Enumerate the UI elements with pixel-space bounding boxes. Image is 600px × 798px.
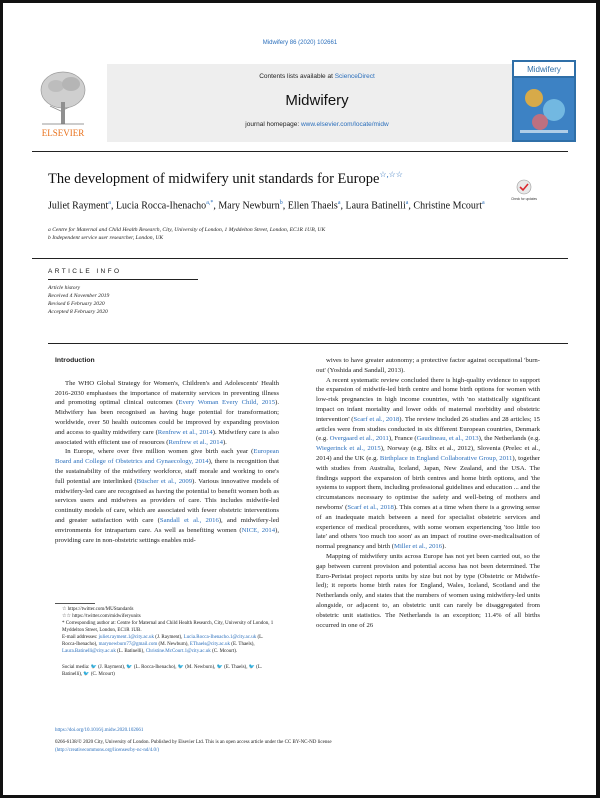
citation-link[interactable]: Birthplace in England Collaborative Group, 2011 — [379, 454, 513, 462]
citation-link[interactable]: Renfrew et al., 2014 — [168, 438, 223, 446]
author-affiliation-mark[interactable]: a — [337, 200, 341, 206]
left-paragraphs — [55, 379, 279, 546]
elsevier-tree-logo[interactable] — [32, 62, 94, 140]
author-affiliation-mark[interactable]: b — [279, 200, 283, 206]
history-accepted: Accepted 8 February 2020 — [48, 309, 108, 315]
header-rule — [32, 151, 568, 152]
text-run: ). This comes at a time when there is a growing sense of an inadequate match between a need for specialist obstetric services and experience of medical procedures, with some women experiencing 'too little too late' and others 'too much too soon' as an impact of routine over-medicalisation of normal pregnancy and birth ( — [316, 503, 540, 551]
email-link[interactable]: Christine.McCourt.1@city.ac.uk — [145, 648, 211, 654]
body-paragraph — [55, 379, 279, 448]
footnote-text: (J. Rayment), — [154, 635, 184, 640]
text-run: ), together with studies from Australia, Iceland, Japan, New Zealand, and the USA. The findings support the expansion of birth centres and home birth options, and 'the systems to support them, including professional guidelines and education ... and the circumstances necessary to optimise the safety and well-being of mothers and newborns' ( — [316, 454, 540, 511]
citation-link[interactable]: Sandall et al., 2016 — [159, 516, 219, 524]
affiliation-a: a Centre for Maternal and Child Health Research, City, University of London, 1 Myddelton Street, London, EC1R 1UB, UK — [48, 227, 326, 233]
text-run: ), there is recognition that the sustainability of the midwifery workforce, staff morale and working to one's full potential are interlinked ( — [55, 458, 279, 485]
journal-banner — [32, 62, 580, 146]
copyright-line: 0266-6138/© 2020 City, University of London. Published by Elsevier Ltd. This is an open access article under the CC BY-NC-ND license — [55, 740, 332, 745]
journal-info-box — [107, 64, 527, 142]
citation-link[interactable]: Renfrew et al., 2014 — [157, 428, 213, 436]
affiliation-b: b Independent service user researcher, London, UK — [48, 235, 164, 241]
body-paragraph — [316, 356, 540, 376]
footnote-text: (C. Mcourt). — [210, 648, 238, 654]
text-run: In Europe, where over five million women give birth each year ( — [65, 448, 254, 456]
body-paragraph — [316, 376, 540, 552]
author-name[interactable]: Juliet Rayment — [48, 200, 109, 212]
text-run: The WHO Global Strategy for Women's, Children's and Adolescents' Health 2016-2030 emphasises the importance of maternity services in preventing illness and promoting optimal clinical outcomes ( — [55, 379, 279, 407]
body-paragraph — [316, 552, 540, 630]
author-list: Juliet Rayment$^a$, Lucia Rocca-Ihenacho$^{a,*}$, Mary Newburn$^b$, Ellen Thaels$^a$, Laura Batinelli$^a$, Christine Mcourt$^a$ — [48, 200, 485, 212]
contents-line: Contents lists available at ScienceDirect — [259, 73, 375, 80]
license-link[interactable]: (http://creativecommons.org/licenses/by-nc-nd/4.0/) — [55, 748, 160, 753]
svg-text:Check for updates: Check for updates — [511, 197, 537, 201]
text-run: ). The review included 26 studies and 28 articles; 15 articles were from studies conducted in six different European countries, Denmark (e.g. — [316, 415, 541, 443]
footnote-text: (L. Batinelli), — [115, 648, 146, 654]
footnote — [62, 614, 274, 621]
footnote-text: (L. Rocca-Ihenacho), — [62, 635, 264, 647]
text-run: ). Midwifery care is also associated with efficient use of resources ( — [55, 428, 279, 446]
footnote-text: Social media: 🐦 (J. Rayment), 🐦 (L. Rocca-Ihenacho), 🐦 (M. Newburn), 🐦 (E. Thaels), 🐦 (L. Batinelli), 🐦 (C. Mcourt) — [62, 665, 263, 677]
section-heading-introduction: Introduction — [55, 357, 95, 364]
citation-link[interactable]: Scarf et al., 2018 — [347, 503, 394, 511]
homepage-link[interactable]: www.elsevier.com/locate/midw — [300, 121, 389, 128]
footnote-rule — [55, 603, 95, 604]
text-run: ), the Netherlands (e.g. — [478, 435, 540, 443]
email-link[interactable]: Laura.Batinelli@city.ac.uk — [62, 648, 116, 654]
citation-link[interactable]: Büscher et al., 2009 — [136, 477, 193, 485]
text-run: ), and midwifery-led environments for intrapartum care. As well as benefiting women ( — [55, 516, 280, 534]
footnote — [62, 665, 274, 679]
article-info-rule — [32, 258, 568, 259]
journal-reference[interactable]: Midwifery 86 (2020) 102661 — [262, 40, 338, 46]
cover-title: Midwifery — [527, 65, 561, 74]
journal-homepage: journal homepage: www.elsevier.com/locate/midw — [245, 121, 389, 128]
author-affiliation-mark[interactable]: a,* — [206, 200, 214, 206]
sciencedirect-link[interactable]: ScienceDirect — [334, 73, 375, 80]
text-run: A recent systematic review concluded there is high-quality evidence to support the expansion of midwife-led birth centre and home birth options for women with low-risk pregnancies in high income countries, with 'no statistically significant impact on infant mortality and lower odds of maternal morbidity and obstetric intervention' ( — [316, 376, 540, 423]
article-title: The development of midwifery unit standards for Europe☆,☆☆ — [48, 170, 403, 187]
citation-link[interactable]: Overgaard et al., 2011 — [329, 435, 389, 443]
author-affiliation-mark[interactable]: a — [108, 200, 111, 206]
journal-title: Midwifery — [285, 92, 349, 109]
journal-cover-thumbnail[interactable] — [512, 60, 576, 142]
footnote — [62, 607, 274, 614]
article-info-subrule — [48, 279, 198, 280]
article-info-heading: ARTICLE INFO — [48, 268, 122, 275]
body-column-left — [55, 356, 279, 545]
author-name[interactable]: Laura Batinelli — [345, 200, 406, 212]
text-run: ). Various innovative models of midwifery-led care are recognised as having the potential to benefit women both as services users and midwives as providers of care. This includes midwife-led continuity models of care, which are associated with fewer obstetric interventions and greater satisfaction with care ( — [55, 477, 279, 524]
citation-link[interactable]: Scarf et al., 2018 — [353, 415, 400, 423]
citation-link[interactable]: Miller et al., 2016 — [394, 543, 443, 551]
history-revised: Revised 6 February 2020 — [48, 301, 105, 307]
citation-link[interactable]: Gaudineau, et al., 2013 — [416, 435, 479, 443]
citation-link[interactable]: Every Woman Every Child, 2015 — [178, 399, 276, 407]
text-run: ). Midwifery has been recognised as having huge potential for transformation; worldwide, over 50 health outcomes could be improved by expanding provision and access to quality midwifery care ( — [55, 399, 279, 436]
text-run: ). — [222, 438, 227, 446]
affiliations — [48, 226, 548, 242]
footnote-text: (E. Thaels), — [230, 641, 255, 647]
doi-link[interactable]: https://doi.org/10.1016/j.midw.2020.102661 — [55, 728, 144, 733]
right-paragraphs — [316, 356, 540, 630]
email-link[interactable]: juliet.rayment.1@city.ac.uk — [98, 635, 155, 640]
author-name[interactable]: Lucia Rocca-Ihenacho — [115, 200, 207, 212]
footnote — [62, 635, 274, 655]
text-run: ), providing care in non-obstetric settings enables mid- — [55, 526, 280, 544]
author-name[interactable]: Ellen Thaels — [287, 200, 338, 212]
email-link[interactable]: EThaels@city.ac.uk — [189, 641, 231, 647]
body-column-right — [316, 356, 540, 630]
text-run: Mapping of midwifery units across Europe has not yet been carried out, so the gap between current provision and potential access has not been determined. The Euro-Peristat project reports units by size but not by type (Obstetric or Midwife-led); it reports home birth rates for England, Wales, Iceland, Scotland and the Netherlands only, and states that the numbers of women using midwifery-led units alongside, or adjacent to, an obstetric unit can rarely be disaggregated from obstetric unit statistics. The Netherlands is an exception; 11.4% of all births occurred in one of 26 — [316, 552, 540, 629]
article-history — [48, 284, 109, 316]
text-run: ), France ( — [388, 435, 417, 443]
citation-link[interactable]: NICE, 2014 — [241, 526, 276, 534]
author-name[interactable]: Christine Mcourt — [413, 200, 483, 212]
footnote — [62, 621, 274, 635]
text-run: wives to have greater autonomy; a protective factor against occupational 'burn-out' (Yoshida and Sandall, 2013). — [316, 357, 540, 374]
history-label: Article history — [48, 285, 81, 291]
footnote-text: ☆ https://twitter.com/MUStandards — [62, 607, 134, 612]
citation-link[interactable]: Wiegerinck et al., 2015 — [316, 445, 381, 453]
body-paragraph — [55, 447, 279, 545]
elsevier-wordmark: ELSEVIER — [41, 128, 85, 138]
author-name[interactable]: Mary Newburn — [218, 200, 280, 212]
footnote-text: E-mail addresses: — [62, 635, 99, 640]
text-run: ). — [442, 543, 447, 551]
author-affiliation-mark[interactable]: a — [482, 200, 485, 206]
text-run: ), Norway (e.g. Blix et al., 2012), Slovenia (Prelec et al., 2014) and the UK (e.g. — [316, 445, 541, 462]
email-link[interactable]: Lucia.Rocca-Ihenacho.1@city.ac.uk — [183, 635, 257, 640]
history-received: Received 4 November 2019 — [48, 293, 110, 299]
footnote-text: ☆☆ https://twitter.com/midwiferyunits — [62, 614, 141, 619]
author-affiliation-mark[interactable]: a — [405, 200, 409, 206]
footnote-text: * Corresponding author at: Centre for Maternal and Child Health Research, City, University of London, 1 Myddelton Street, London, EC1R 1UB. — [62, 621, 274, 633]
email-link[interactable]: marynewburn77@gmail.com — [98, 641, 158, 647]
title-footnote-marks[interactable]: ☆,☆☆ — [379, 170, 403, 179]
body-rule — [48, 343, 568, 344]
footnote-text: (M. Newburn), — [157, 641, 190, 647]
citation-link[interactable]: European Board and College of Obstetrics and Gynaecology, 2014 — [55, 448, 279, 466]
